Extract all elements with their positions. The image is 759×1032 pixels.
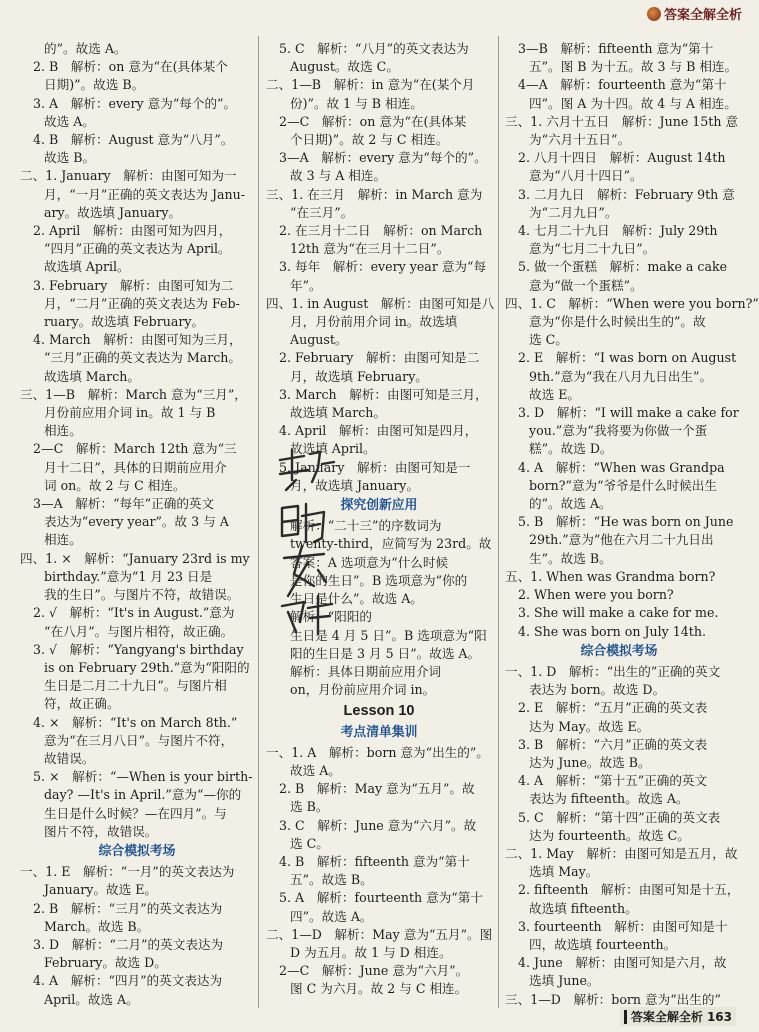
answer-line: 4. A 解析：“四月”的英文表达为 (33, 973, 223, 989)
answer-line: 2. 八月十四日 解析：August 14th (518, 150, 726, 166)
answer-line: 2—C 解析：March 12th 意为“三 (33, 441, 237, 457)
answer-line: 月，月份前用介词 in。故选填 (290, 314, 458, 330)
answer-line: 达为 fourteenth。故选 C。 (529, 827, 690, 843)
answer-line: 5. A 解析：fourteenth 意为“第十 (279, 890, 483, 906)
answer-line: 四、1. in August 解析：由图可知是八 (266, 295, 495, 311)
answer-line: 的”。故选 A。 (44, 41, 127, 56)
answer-line: 4. June 解析：由图可知是六月，故 (518, 955, 727, 971)
answer-line: 5. C 解析：“八月”的英文表达为 (279, 41, 469, 56)
answer-line: 生日是什么”。故选 A。 (290, 591, 423, 607)
answer-line: 二、1. January 解析：由图可知为一 (20, 168, 237, 184)
answer-line: 选填 June。 (529, 973, 600, 989)
answer-line: 日期)”。故选 B。 (44, 77, 145, 93)
answer-line: ary。故选填 January。 (44, 204, 182, 220)
answer-line: 3. 每年 解析：every year 意为“每 (279, 259, 487, 275)
answer-line: 表达为“every year”。故 3 与 A (44, 514, 229, 530)
answer-line: 5. C 解析：“第十四”正确的英文表 (518, 809, 721, 825)
lesson-heading: Lesson 10 (343, 703, 415, 720)
answer-line: 三、1—B 解析：March 意为“三月”， (20, 386, 247, 402)
answer-line: 4. A 解析：“When was Grandpa (518, 459, 725, 475)
answer-line: 29th.”意为“他在六月二十九日出 (529, 532, 714, 548)
answer-column-left (20, 40, 254, 1016)
answer-line: 选 C。 (529, 332, 568, 348)
answer-line: 5. 做一个蛋糕 解析：make a cake (518, 259, 728, 275)
answer-line: 二、1. May 解析：由图可知是五月，故 (505, 845, 738, 861)
answer-line: 故选填 March。 (44, 368, 140, 384)
brand-title: 答案全解全析 (663, 8, 742, 23)
answer-line: 4. A 解析：“第十五”正确的英文 (518, 773, 708, 789)
brand-header (647, 4, 742, 23)
answer-line: ruary。故选填 February。 (44, 314, 205, 330)
answer-line: 意为“在三月八日”。与图片不符， (44, 732, 234, 748)
answer-line: 意为“做一个蛋糕”。 (529, 277, 643, 293)
column-divider (258, 36, 259, 1008)
answer-line: 年”。 (290, 277, 322, 293)
answer-line: 2. fifteenth 解析：由图可知是十五， (518, 882, 740, 898)
answer-line: 五”。图 B 为十五。故 3 与 B 相连。 (529, 59, 738, 75)
answer-line: day? —It's in April.”意为“—你的 (44, 787, 242, 803)
answer-line: 表达为 born。故选 D。 (529, 682, 666, 698)
answer-line: 3—A 解析：every 意为“每个的”。 (279, 150, 487, 166)
answer-line: 三、1. 六月十五日 解析：June 15th 意 (505, 113, 739, 129)
answer-line: 4. B 解析：August 意为“八月”。 (33, 132, 234, 148)
answer-line: 4. 七月二十九日 解析：July 29th (518, 223, 718, 239)
answer-line: 词 on。故 2 与 C 相连。 (44, 477, 186, 493)
answer-line: 2. 在三月十二日 解析：on March (279, 223, 483, 239)
section-heading: 综合模拟考场 (580, 643, 658, 659)
answer-line: 为“二月九日”。 (529, 204, 618, 220)
answer-line: 月，“一月”正确的英文表达为 Janu- (44, 186, 246, 202)
answer-line: 故选填 March。 (290, 405, 386, 421)
answer-line: 生”。故选 B。 (529, 550, 612, 566)
answer-line: 四、1. C 解析：“When were you born?” (505, 295, 759, 311)
answer-line: 3. 二月九日 解析：February 9th 意 (518, 186, 735, 202)
answer-line: 12th 意为“在三月十二日”。 (290, 241, 450, 257)
answer-line: 3. February 解析：由图可知为二 (33, 277, 234, 293)
answer-line: 月，故选填 February。 (290, 368, 428, 384)
answer-line: 二、1—D 解析：May 意为“五月”。图 (266, 926, 493, 942)
handwriting-scribble-icon (274, 446, 344, 636)
answer-line: 相连。 (44, 532, 82, 548)
answer-line: 意为“你是什么时候出生的”。故 (529, 314, 706, 330)
answer-line: 达为 May。故选 E。 (529, 718, 650, 734)
column-divider (498, 36, 499, 1008)
answer-line: 阳的生日是 3 月 5 日”。故选 A。 (290, 645, 481, 661)
answer-line: 故选填 fifteenth。 (529, 900, 638, 916)
answer-line: 月，“二月”正确的英文表达为 Feb- (44, 295, 240, 311)
answer-line: 一、1. D 解析：“出生的”正确的英文 (505, 663, 721, 679)
answer-line: 5. January 解析：由图可知是一 (279, 459, 471, 475)
answer-line: 相连。 (44, 423, 82, 439)
answer-line: 是你的生日”。B 选项意为“你的 (290, 572, 468, 588)
section-heading: 考点清单集训 (340, 724, 418, 740)
answer-line: 三、1. 在三月 解析：in March 意为 (266, 186, 483, 202)
answer-line: August。故选 C。 (290, 59, 399, 75)
answer-line: 五、1. When was Grandma born? (505, 568, 716, 584)
answer-line: 图 C 为六月。故 2 与 C 相连。 (290, 981, 468, 997)
answer-line: 3. A 解析：every 意为“每个的”。 (33, 95, 237, 111)
answer-line: 5. B 解析：“He was born on June (518, 514, 734, 530)
answer-line: 4. April 解析：由图可知是四月， (279, 423, 478, 439)
answer-line: 4—A 解析：fourteenth 意为“第十 (518, 77, 727, 93)
answer-line: March。故选 B。 (44, 918, 150, 934)
answer-line: 一、1. E 解析：“一月”的英文表达为 (20, 864, 235, 880)
answer-line: 表达为 fifteenth。故选 A。 (529, 791, 689, 807)
answer-line: you.”意为“我将要为你做一个蛋 (529, 423, 708, 439)
answer-line: 3. She will make a cake for me. (518, 605, 719, 621)
answer-line: 选填 May。 (529, 864, 599, 880)
answer-line: 四，故选填 fourteenth。 (529, 936, 677, 952)
answer-line: 四、1. × 解析：“January 23rd is my (20, 550, 250, 566)
answer-line: 2. B 解析：May 意为“五月”。故 (279, 781, 475, 797)
answer-line: 选 B。 (290, 799, 329, 815)
answer-line: 3. √ 解析：“Yangyang's birthday (33, 641, 244, 657)
answer-line: 故选 A。 (44, 113, 95, 129)
answer-line: 2. E 解析：“五月”正确的英文表 (518, 700, 708, 716)
answer-line: 四”。图 A 为十四。故 4 与 A 相连。 (529, 95, 737, 111)
answer-line: 为“六月十五日”。 (529, 132, 631, 148)
answer-line: 月，故选填 January。 (290, 477, 419, 493)
answer-line: 4. She was born on July 14th. (518, 623, 706, 639)
answer-line: born?”意为“爷爷是什么时候出生 (529, 477, 717, 493)
answer-line: August。 (290, 332, 348, 348)
answer-line: “四月”正确的英文表达为 April。 (44, 241, 231, 257)
answer-line: 2. B 解析：on 意为“在(具体某个 (33, 59, 228, 75)
answer-line: 4. March 解析：由图可知为三月， (33, 332, 242, 348)
answer-line: 2. April 解析：由图可知为四月， (33, 223, 232, 239)
answer-line: birthday.”意为“1 月 23 日是 (44, 568, 213, 584)
answer-line: 故 3 与 A 相连。 (290, 168, 387, 184)
answer-line: 份)”。故 1 与 B 相连。 (290, 95, 423, 111)
answer-line: 3. fourteenth 解析：由图可知是十 (518, 918, 728, 934)
answer-line: 故错误。 (44, 750, 95, 766)
answer-line: 意为“七月二十九日”。 (529, 241, 656, 257)
answer-line: 解析：具体日期前应用介词 (290, 663, 442, 679)
answer-line: 故选 B。 (44, 150, 96, 166)
answer-line: 2. February 解析：由图可知是二 (279, 350, 480, 366)
answer-line: 一、1. A 解析：born 意为“出生的”。 (266, 744, 489, 760)
answer-line: 生日是 4 月 5 日”。B 选项意为“阳 (290, 627, 487, 643)
answer-line: 故选填 April。 (290, 441, 376, 457)
section-heading: 探究创新应用 (340, 498, 418, 514)
brand-logo-icon (647, 7, 661, 21)
answer-line: 2—C 解析：on 意为“在(具体某 (279, 113, 467, 129)
answer-line: 达为 June。故选 B。 (529, 754, 651, 770)
answer-line: 3—A 解析：“每年”正确的英文 (33, 496, 215, 512)
answer-line: 生日是二月二十九日”。与图片相 (44, 678, 227, 694)
answer-line: 糕”。故选 D。 (529, 441, 613, 457)
answer-line: 的”。故选 A。 (529, 496, 612, 512)
footer-bar (624, 1010, 627, 1024)
answer-line: 4. × 解析：“It's on March 8th.” (33, 714, 238, 730)
answer-line: 3. D 解析：“二月”的英文表达为 (33, 936, 224, 952)
answer-line: February。故选 D。 (44, 955, 167, 971)
answer-line: “在三月”。 (290, 204, 354, 220)
answer-line: 答案：A 选项意为“什么时候 (290, 554, 449, 570)
answer-line: 4. B 解析：fifteenth 意为“第十 (279, 853, 470, 869)
answer-line: is on February 29th.”意为“阳阳的 (44, 659, 250, 675)
answer-line: 图片不符，故错误。 (44, 823, 158, 839)
answer-line: 3. C 解析：June 意为“六月”。故 (279, 817, 477, 833)
page-footer (620, 1007, 736, 1026)
answer-line: 我的生日”。与图片不符，故错误。 (44, 587, 240, 603)
answer-line: 生日是什么时候？—在四月”。与 (44, 805, 227, 821)
answer-line: 选 C。 (290, 835, 329, 851)
answer-line: 2. When were you born? (518, 587, 674, 603)
answer-line: 9th.”意为“我在八月九日出生”。 (529, 368, 713, 384)
answer-line: D 为五月。故 1 与 D 相连。 (290, 944, 452, 960)
answer-line: 2. √ 解析：“It's in August.”意为 (33, 605, 235, 621)
footer-brand: 答案全解全析 (630, 1010, 703, 1024)
answer-line: 五”。故选 B。 (290, 872, 373, 888)
answer-line: 3. March 解析：由图可知是三月， (279, 386, 488, 402)
answer-line: 月十二日”，具体的日期前应用介 (44, 459, 227, 475)
answer-line: April。故选 A。 (44, 991, 139, 1007)
answer-line: 个日期)”。故 2 与 C 相连。 (290, 132, 449, 148)
answer-line: 2. E 解析：“I was born on August (518, 350, 737, 366)
answer-line: 三、1—D 解析：born 意为“出生的” (505, 991, 721, 1007)
answer-line: January。故选 E。 (44, 882, 157, 898)
answer-line: twenty-third，应简写为 23rd。故 (290, 536, 492, 552)
answer-line: 解析：“阳阳的 (290, 609, 373, 625)
answer-line: 3. B 解析：“六月”正确的英文表 (518, 736, 708, 752)
answer-column-right (505, 40, 759, 1016)
answer-line: on，月份前应用介词 in。 (290, 682, 436, 698)
answer-line: 符，故正确。 (44, 696, 120, 712)
answer-line: 四”。故选 A。 (290, 908, 373, 924)
section-heading: 综合模拟考场 (98, 843, 176, 859)
answer-line: 故选 A。 (290, 762, 341, 778)
answer-line: 2. B 解析：“三月”的英文表达为 (33, 900, 223, 916)
answer-line: “三月”正确的英文表达为 March。 (44, 350, 241, 366)
answer-line: 2—C 解析：June 意为“六月”。 (279, 963, 469, 979)
answer-line: 故选填 April。 (44, 259, 130, 275)
answer-line: 二、1—B 解析：in 意为“在(某个月 (266, 77, 475, 93)
answer-line: 3. D 解析：“I will make a cake for (518, 405, 739, 421)
answer-line: 5. × 解析：“—When is your birth- (33, 769, 253, 785)
answer-line: 3—B 解析：fifteenth 意为“第十 (518, 41, 714, 56)
answer-line: “在八月”。与图片相符，故正确。 (44, 623, 234, 639)
page-number: 163 (706, 1009, 732, 1024)
answer-line: 意为“八月十四日”。 (529, 168, 643, 184)
answer-line: 故选 E。 (529, 386, 580, 402)
answer-line: 月份前应用介词 in。故 1 与 B (44, 405, 216, 421)
answer-line: 解析：“二十三”的序数词为 (290, 518, 442, 534)
